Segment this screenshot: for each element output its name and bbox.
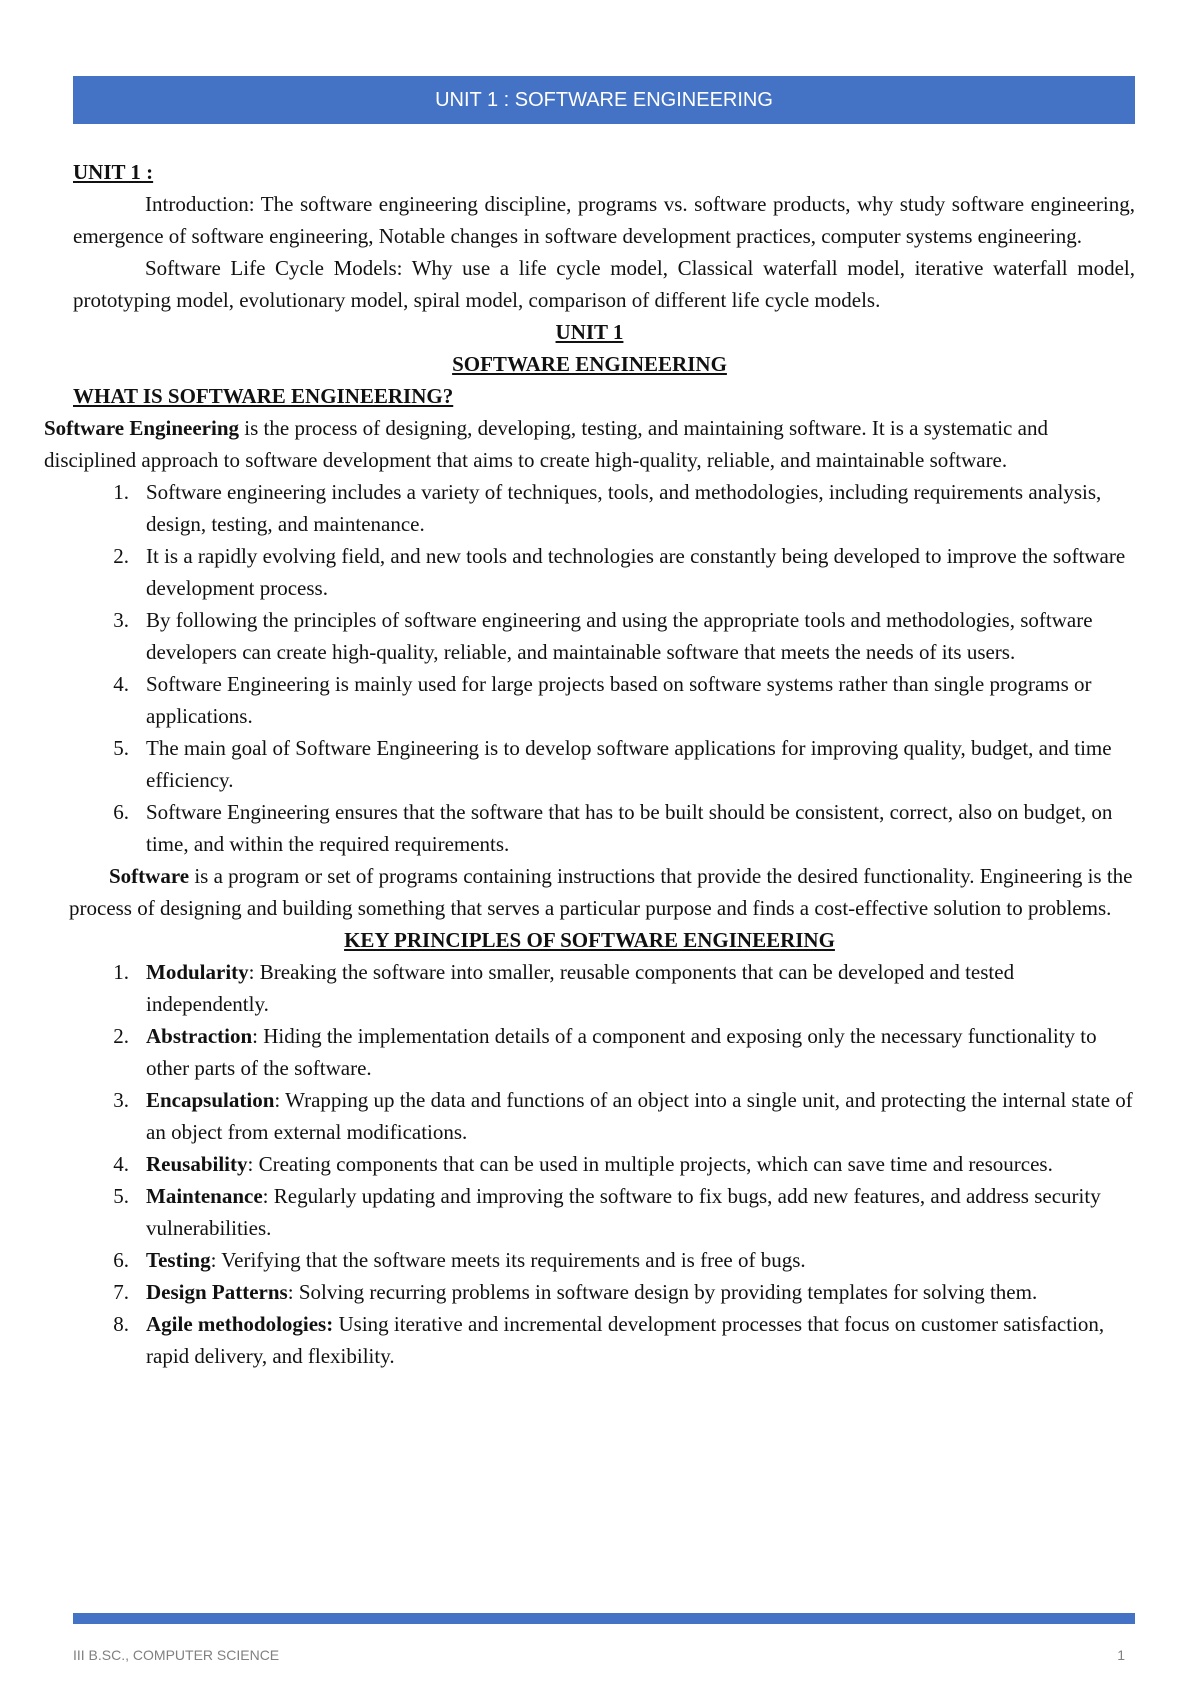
list-item — [44, 476, 1135, 540]
what-is-list — [44, 476, 1135, 860]
list-item — [44, 1084, 1135, 1148]
list-text — [146, 1180, 1135, 1244]
list-text — [146, 1020, 1135, 1084]
list-number: 5. — [113, 1184, 129, 1208]
principle-term: Maintenance — [146, 1184, 263, 1208]
list-text — [146, 1084, 1135, 1148]
list-text — [146, 1308, 1135, 1372]
header-title: UNIT 1 : SOFTWARE ENGINEERING — [435, 88, 773, 111]
syllabus-intro: Introduction: The software engineering discipline, programs vs. software products, why study software engineering, emergence of software engineering, Notable changes in software development practices, computer systems engineering. — [73, 192, 1135, 248]
list-item — [44, 956, 1135, 1020]
principle-text: : Solving recurring problems in software design by providing templates for solving them. — [287, 1280, 1038, 1304]
list-text: By following the principles of software engineering and using the appropriate tools and methodologies, software developers can create high-quality, reliable, and maintainable software that meets the needs of its users. — [146, 608, 1093, 664]
list-number: 4. — [113, 672, 129, 696]
principles-list — [44, 956, 1135, 1372]
principle-term: Testing — [146, 1248, 211, 1272]
list-item — [44, 732, 1135, 796]
list-number: 4. — [113, 1152, 129, 1176]
syllabus-models: Software Life Cycle Models: Why use a life cycle model, Classical waterfall model, iterative waterfall model, prototyping model, evolutionary model, spiral model, comparison of different life cycle models. — [73, 256, 1135, 312]
principle-term: Abstraction — [146, 1024, 253, 1048]
list-text — [146, 956, 1135, 1020]
definition-term: Software Engineering — [44, 416, 240, 440]
list-text: Software Engineering is mainly used for large projects based on software systems rather than single programs or applications. — [146, 672, 1092, 728]
list-number: 2. — [113, 1024, 129, 1048]
definition-text: is the process of designing, developing, testing, and maintaining software. It is a systematic and disciplined approach to software development that aims to create high-quality, reliable, and maintainable software. — [44, 416, 1048, 472]
list-number: 6. — [113, 1248, 129, 1272]
list-number: 1. — [113, 480, 129, 504]
principle-term: Design Patterns — [146, 1280, 288, 1304]
page-number: 1 — [1117, 1647, 1125, 1663]
list-number: 8. — [113, 1312, 129, 1336]
footer-rule — [73, 1613, 1135, 1624]
principle-text: : Verifying that the software meets its requirements and is free of bugs. — [210, 1248, 806, 1272]
list-item — [44, 1180, 1135, 1244]
definition-paragraph — [44, 412, 1135, 476]
list-item — [44, 1308, 1135, 1372]
principle-text: : Breaking the software into smaller, reusable components that can be developed and tested independently. — [146, 960, 1015, 1016]
list-number: 3. — [113, 608, 129, 632]
unit-title: UNIT 1 — [555, 320, 624, 344]
list-number: 1. — [113, 960, 129, 984]
list-number: 3. — [113, 1088, 129, 1112]
list-text: It is a rapidly evolving field, and new tools and technologies are constantly being developed to improve the software development process. — [146, 544, 1126, 600]
list-item — [44, 1276, 1135, 1308]
principle-text: Using iterative and incremental development processes that focus on customer satisfaction, rapid delivery, and flexibility. — [146, 1312, 1105, 1368]
list-text — [146, 1148, 1135, 1180]
list-text: The main goal of Software Engineering is to develop software applications for improving quality, budget, and time efficiency. — [146, 736, 1112, 792]
list-item — [44, 1020, 1135, 1084]
list-item — [44, 604, 1135, 668]
principle-text: : Regularly updating and improving the software to fix bugs, add new features, and address security vulnerabilities. — [146, 1184, 1101, 1240]
document-body — [44, 156, 1135, 1372]
software-term: Software — [109, 864, 190, 888]
software-paragraph — [69, 860, 1135, 924]
what-is-heading: WHAT IS SOFTWARE ENGINEERING? — [73, 384, 454, 408]
principle-term: Reusability — [146, 1152, 248, 1176]
principle-text: : Creating components that can be used in multiple projects, which can save time and resources. — [247, 1152, 1053, 1176]
footer-course: III B.SC., COMPUTER SCIENCE — [73, 1647, 280, 1663]
list-item — [44, 1244, 1135, 1276]
principle-term: Encapsulation — [146, 1088, 275, 1112]
list-number: 2. — [113, 544, 129, 568]
list-text: Software engineering includes a variety of techniques, tools, and methodologies, including requirements analysis, design, testing, and maintenance. — [146, 480, 1102, 536]
list-item — [44, 540, 1135, 604]
list-text — [146, 1276, 1135, 1308]
principle-text: : Wrapping up the data and functions of an object into a single unit, and protecting the internal state of an object from external modifications. — [146, 1088, 1133, 1144]
list-text: Software Engineering ensures that the software that has to be built should be consistent, correct, also on budget, on time, and within the required requirements. — [146, 800, 1113, 856]
principle-term: Agile methodologies: — [146, 1312, 334, 1336]
list-item — [44, 668, 1135, 732]
principle-term: Modularity — [146, 960, 249, 984]
syllabus-heading: UNIT 1 : — [73, 160, 154, 184]
list-number: 5. — [113, 736, 129, 760]
list-text — [146, 1244, 1135, 1276]
unit-subtitle: SOFTWARE ENGINEERING — [452, 352, 727, 376]
header-bar — [73, 76, 1135, 124]
principles-heading: KEY PRINCIPLES OF SOFTWARE ENGINEERING — [344, 928, 835, 952]
list-number: 7. — [113, 1280, 129, 1304]
principle-text: : Hiding the implementation details of a component and exposing only the necessary functionality to other parts of the software. — [146, 1024, 1097, 1080]
list-item — [44, 796, 1135, 860]
software-text: is a program or set of programs containing instructions that provide the desired functionality. Engineering is the process of designing and building something that serves a particular purpose and finds a cost-effective solution to problems. — [69, 864, 1133, 920]
list-item — [44, 1148, 1135, 1180]
list-number: 6. — [113, 800, 129, 824]
